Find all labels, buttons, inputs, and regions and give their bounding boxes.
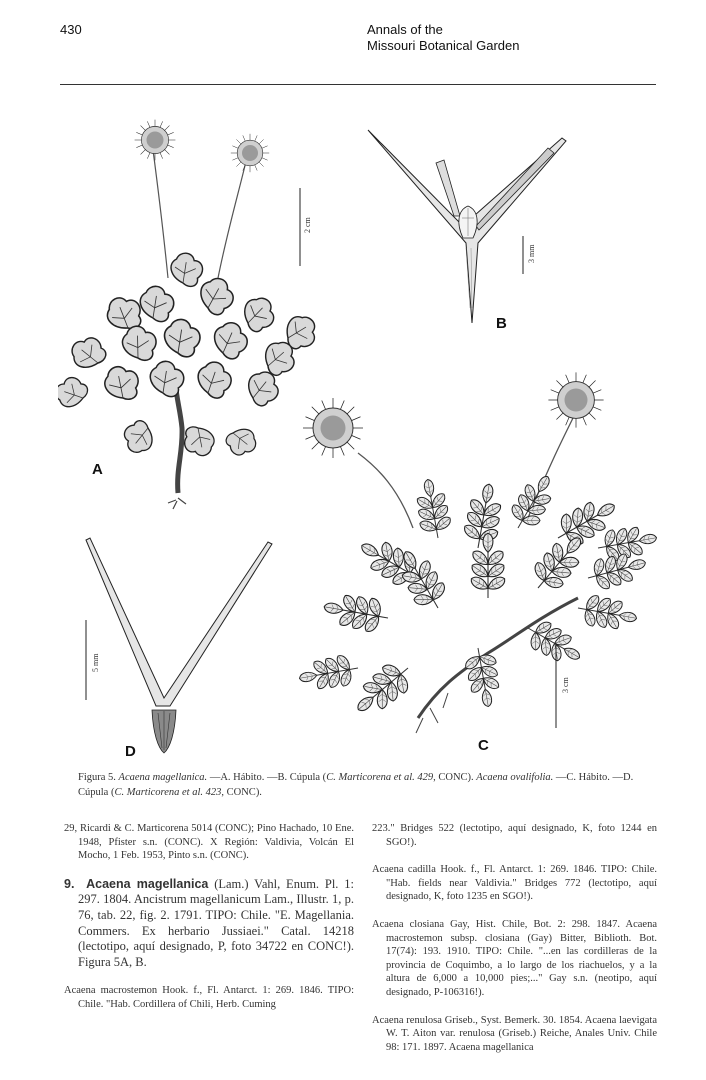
caption-text-2: , CONC). bbox=[433, 772, 474, 783]
synonym-closiana: Acaena closiana Gay, Hist. Chile, Bot. 2: 298. 1847. Acaena macrostemon subsp. closiana (Gay) Bitter, Biblioth. Bot. 17(74): 193. 1910. TIPO: Chile. "...en las cordilleras de la provincia de Coquimbo, a lo largo de los riachuelos, y a la altura de 6,000 a 10,000 pies;..." Gay s.n. (neotipo, aquí designado, P-106316!). bbox=[372, 918, 657, 998]
botanical-figure bbox=[58, 108, 668, 763]
caption-species-2: Acaena ovalifolia. bbox=[476, 772, 554, 783]
scale-bar-d bbox=[86, 620, 100, 700]
svg-text:3 cm: 3 cm bbox=[561, 677, 570, 693]
journal-title bbox=[367, 22, 519, 54]
scale-bar-b bbox=[523, 236, 536, 274]
left-column bbox=[64, 822, 354, 1026]
header-rule bbox=[60, 84, 656, 85]
svg-text:3 mm: 3 mm bbox=[527, 244, 536, 263]
synonym-cadilla: Acaena cadilla Hook. f., Fl. Antarct. 1: 269. 1846. TIPO: Chile. "Hab. fields near Valdivia." Bridges 772 (lectotipo, aquí designado, K, foto 1235 en SGO!). bbox=[372, 864, 657, 903]
panel-c-illustration bbox=[296, 372, 659, 733]
caption-collector-1: C. Marticorena et al. 429 bbox=[326, 772, 434, 783]
panel-b-illustration bbox=[368, 130, 566, 323]
figure-illustration bbox=[58, 108, 668, 763]
scale-bar-a bbox=[300, 188, 312, 266]
panel-label-a: A bbox=[92, 461, 103, 478]
synonym-continuation: 223." Bridges 522 (lectotipo, aquí designado, K, foto 1244 en SGO!). bbox=[372, 823, 657, 848]
specimen-list-paragraph: 29, Ricardi & C. Marticorena 5014 (CONC); Pino Hachado, 10 Ene. 1948, Pfister s.n. (CONC). X Región: Valdivia, Volcán El Mocho, 1 Feb. 1953, Pinto s.n. (CONC). bbox=[64, 823, 354, 862]
caption-prefix: Figura 5. bbox=[78, 772, 116, 783]
panel-label-c: C bbox=[478, 737, 489, 754]
panel-label-b: B bbox=[496, 315, 507, 332]
page-number: 430 bbox=[60, 22, 82, 37]
caption-text-3: —C. Hábito. —D. Cúpula ( bbox=[78, 772, 634, 798]
caption-text-1: —A. Hábito. —B. Cúpula ( bbox=[209, 772, 327, 783]
journal-title-line1: Annals of the bbox=[367, 22, 443, 37]
figure-caption bbox=[78, 770, 658, 800]
caption-text-4: , CONC). bbox=[221, 787, 262, 798]
species-name: Acaena magellanica bbox=[86, 876, 209, 891]
species-text: (Lam.) Vahl, Enum. Pl. 1: 297. 1804. Ancistrum magellanicum Lam., Illustr. 1, p. 76, tab. 22, fig. 2. 1791. TIPO: Chile. "E. Magellania. Commers. Ex herbario Jussiaei." Catal. 14218 (lectotipo, aquí designado, P, foto 34722 en CONC!). Figura 5A, B. bbox=[78, 876, 354, 969]
right-column bbox=[372, 822, 657, 1068]
svg-text:2 cm: 2 cm bbox=[303, 217, 312, 233]
journal-title-line2: Missouri Botanical Garden bbox=[367, 38, 520, 53]
synonym-paragraph: Acaena macrostemon Hook. f., Fl. Antarct. 1: 269. 1846. TIPO: Chile. "Hab. Cordillera of Chili, Herb. Cuming bbox=[64, 985, 354, 1010]
svg-text:5 mm: 5 mm bbox=[91, 653, 100, 672]
caption-collector-2: C. Marticorena et al. 423 bbox=[114, 787, 222, 798]
panel-label-d: D bbox=[125, 743, 136, 760]
synonym-renulosa: Acaena renulosa Griseb., Syst. Bemerk. 30. 1854. Acaena laevigata W. T. Aiton var. renulosa (Griseb.) Reiche, Anales Univ. Chile 98: 171. 1897. Acaena magellanica bbox=[372, 1014, 657, 1053]
species-entry bbox=[64, 877, 354, 971]
panel-d-illustration bbox=[86, 538, 272, 753]
species-number: 9. bbox=[64, 876, 75, 891]
caption-species-1: Acaena magellanica. bbox=[118, 772, 208, 783]
panel-a-illustration bbox=[58, 120, 323, 509]
